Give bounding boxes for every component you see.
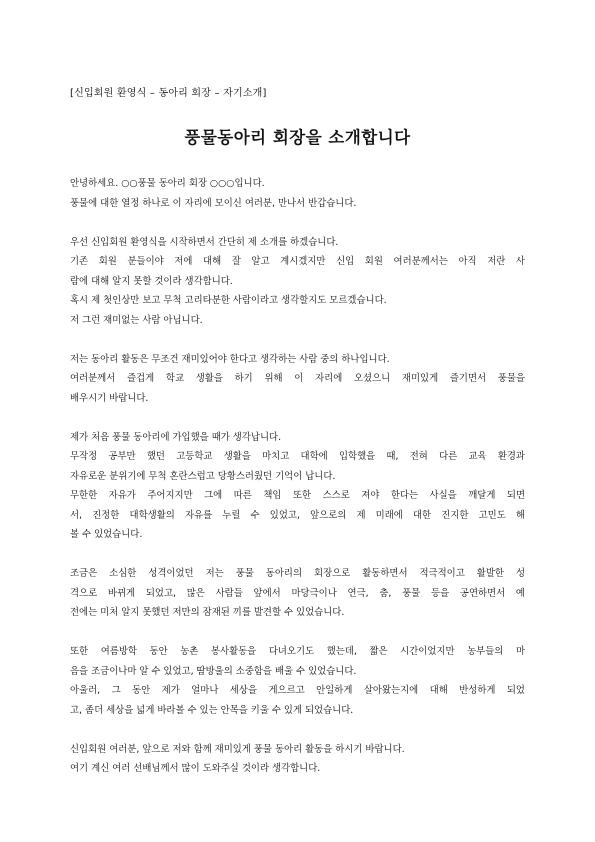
text-line: 전에는 미처 알지 못했던 저만의 잠재된 끼를 발견할 수 있었습니다. [70, 607, 345, 618]
paragraph-personality-change [70, 564, 525, 623]
paragraph-philosophy [70, 350, 525, 409]
paragraph-first-joining [70, 428, 525, 545]
text-line: 무작정 공부만 했던 고등학교 생활을 마치고 대학에 입학했을 때, 전혀 다른 교육 환경과 [70, 451, 525, 462]
text-line: 저는 동아리 활동은 무조건 재미있어야 한다고 생각하는 사람 중의 하나입니다. [70, 353, 390, 365]
text-line: 아울러, 그 동안 제가 얼마나 세상을 게으르고 안일하게 살아왔는지에 대해 반성하게 되었 [70, 685, 525, 696]
document-body [70, 174, 525, 779]
document-title: 풍물동아리 회장을 소개합니다 [184, 128, 411, 147]
text-line: 무한한 자유가 주어지지만 그에 따른 책임 또한 스스로 져야 한다는 사실을 깨달게 되면 [70, 490, 525, 501]
text-line: 격으로 바뀌게 되었고, 많은 사람들 앞에서 마당극이나 연극, 춤, 풍물 등을 공연하면서 예 [70, 587, 525, 599]
text-line: 여러분께서 즐겁게 학교 생활을 하기 위해 이 자리에 오셨으니 재미있게 즐기면서 풍물을 [70, 373, 525, 384]
text-line: 고, 좀더 세상을 넓게 바라볼 수 있는 안목을 키울 수 있게 되었습니다. [70, 704, 354, 716]
text-line: 조금은 소심한 성격이었던 저는 풍물 동아리의 회장으로 활동하면서 적극적이고 활발한 성 [70, 568, 525, 579]
text-line: 기존 회원 분들이야 저에 대해 잘 알고 계시겠지만 신입 회원 여러분께서는 아직 저란 사 [70, 256, 525, 267]
text-line: 제가 처음 풍물 동아리에 가입했을 때가 생각납니다. [70, 431, 282, 443]
text-line: 음을 조금이나마 알 수 있었고, 땀방울의 소중함을 배울 수 있었습니다. [70, 665, 357, 677]
paragraph-volunteering [70, 642, 525, 720]
text-line: 우선 신입회원 환영식을 시작하면서 간단히 제 소개를 하겠습니다. [70, 236, 339, 248]
text-line: 서, 진정한 대학생활의 자유를 누릴 수 있었고, 앞으로의 제 미래에 대한 진지한 고민도 해 [70, 509, 525, 521]
text-line: 또한 여름방학 동안 농촌 봉사활동을 다녀오기도 했는데, 짧은 시간이었지만 농부들의 마 [70, 646, 525, 657]
text-line: 여기 계신 여러 선배님께서 많이 도와주실 것이라 생각합니다. [70, 763, 321, 774]
text-line: 안녕하세요. ○○풍물 동아리 회장 ○○○입니다. [70, 178, 265, 189]
paragraph-closing [70, 740, 525, 779]
text-line: 신입회원 여러분, 앞으로 저와 함께 재미있게 풍물 동아리 활동을 하시기 바랍니다. [70, 743, 405, 755]
text-line: 저 그런 재미없는 사람 아닙니다. [70, 314, 203, 326]
text-line: 자유로운 분위기에 무척 혼란스럽고 당황스러웠던 기억이 납니다. [70, 470, 336, 482]
text-line: 배우시기 바랍니다. [70, 392, 149, 404]
paragraph-greeting [70, 174, 525, 213]
paragraph-introduction [70, 233, 525, 331]
text-line: 람에 대해 알지 못할 것이라 생각합니다. [70, 275, 233, 287]
text-line: 혹시 제 첫인상만 보고 무척 고리타분한 사람이라고 생각할지도 모르겠습니다. [70, 295, 387, 306]
text-line: 볼 수 있었습니다. [70, 529, 143, 540]
text-line: 풍물에 대한 열정 하나로 이 자리에 모이신 여러분, 만나서 반갑습니다. [70, 197, 357, 209]
document-header: [신입회원 환영식 – 동아리 회장 – 자기소개] [70, 88, 267, 99]
